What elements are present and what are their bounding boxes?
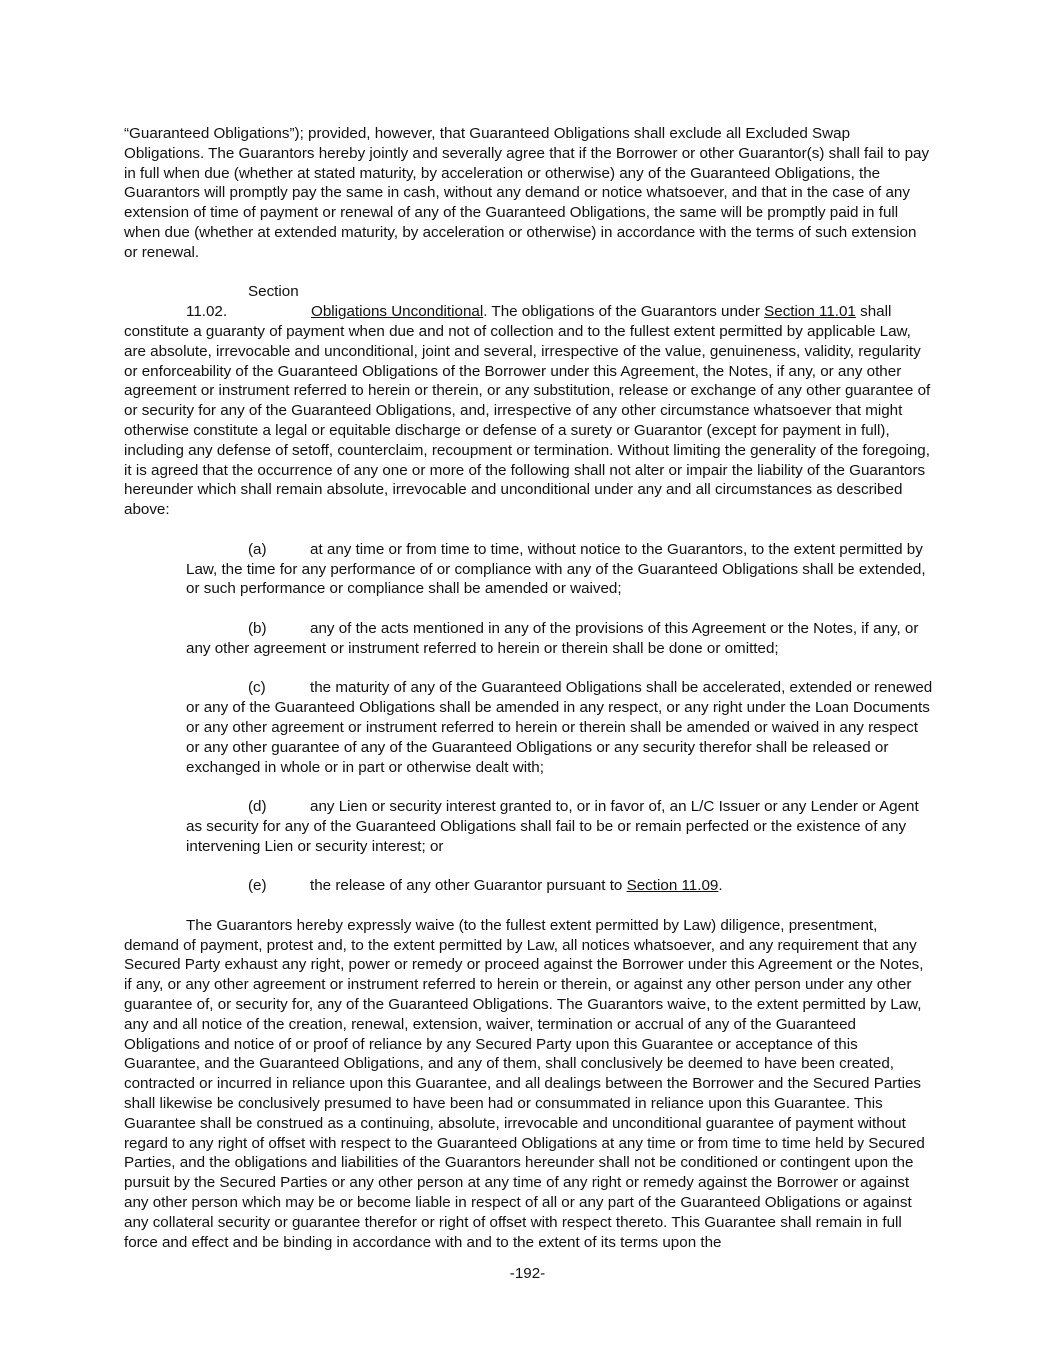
item-text: the release of any other Guarantor pursuant to	[310, 877, 627, 895]
page-number: -192-	[509, 1265, 546, 1282]
item-end: .	[718, 877, 723, 895]
section-title: Obligations Unconditional	[311, 303, 484, 321]
section-text-b: shall constitute a guaranty of payment when due and not of collection and to the fullest extent permitted by applicable Law, are absolute, irrevocable and unconditional, joint and several, irrespective of the value, genuineness, validity, regularity or enforceability of the Guaranteed Obligations of the Borrower under this Agreement, the Notes, if any, or any other agreement or instrument referred to herein or therein, or any substitution, release or exchange of any other guarantee of or security for any of the Guaranteed Obligations, and, irrespective of any other circumstance whatsoever that might otherwise constitute a legal or equitable discharge or defense of a surety or Guarantor (except for payment in full), including any defense of setoff, counterclaim, recoupment or termination. Without limiting the generality of the foregoing, it is agreed that the occurrence of any one or more of the following shall not alter or impair the liability of the Guarantors hereunder which shall remain absolute, irrevocable and unconditional under any and all circumstances as described above:	[124, 303, 931, 519]
item-text: any Lien or security interest granted to, or in favor of, an L/C Issuer or any Lender or Agent as security for any of the Guaranteed Obligations shall fail to be or remain perfected or the existence of any intervening Lien or security interest; or	[186, 798, 919, 855]
item-text: any of the acts mentioned in any of the provisions of this Agreement or the Notes, if any, or any other agreement or instrument referred to herein or therein shall be done or omitted;	[186, 619, 919, 657]
item-label: (d)	[248, 798, 267, 816]
section-ref-11-01[interactable]: Section 11.01	[764, 303, 856, 321]
list-item-d	[186, 797, 934, 856]
item-label: (e)	[248, 877, 267, 895]
list-item-a	[186, 540, 934, 599]
item-text: the maturity of any of the Guaranteed Obligations shall be accelerated, extended or renewed or any of the Guaranteed Obligations shall be amended in any respect, or any right under the Loan Documents or any other agreement or instrument referred to herein or therein shall be amended or waived in any respect or any other guarantee of any of the Guaranteed Obligations or any security therefor shall be released or exchanged in whole or in part or otherwise dealt with;	[186, 679, 933, 776]
item-label: (c)	[248, 679, 266, 697]
document-page	[124, 124, 934, 1272]
section-number: Section 11.02.	[186, 283, 299, 321]
list-item-b	[186, 619, 934, 659]
section-ref-11-09[interactable]: Section 11.09	[626, 877, 719, 895]
item-text: at any time or from time to time, without notice to the Guarantors, to the extent permitted by Law, the time for any performance of or compliance with any of the Guaranteed Obligations shall be extended, or such performance or compliance shall be amended or waived;	[186, 540, 926, 598]
list-item-c	[186, 678, 934, 777]
item-label: (b)	[248, 619, 267, 637]
section-text-a: The obligations of the Guarantors under	[487, 303, 765, 321]
section-11-02-paragraph	[124, 282, 934, 520]
intro-paragraph: “Guaranteed Obligations”); provided, however, that Guaranteed Obligations shall exclude all Excluded Swap Obligations. The Guarantors hereby jointly and severally agree that if the Borrower or other Guarantor(s) shall fail to pay in full when due (whether at stated maturity, by acceleration or otherwise) any of the Guaranteed Obligations, the Guarantors will promptly pay the same in cash, without any demand or notice whatsoever, and that in the case of any extension of time of payment or renewal of any of the Guaranteed Obligations, the same will be promptly paid in full when due (whether at extended maturity, by acceleration or otherwise) in accordance with the terms of such extension or renewal.	[124, 125, 930, 261]
section-title-end: .	[483, 303, 488, 321]
waiver-paragraph: The Guarantors hereby expressly waive (to the fullest extent permitted by Law) diligence, presentment, demand of payment, protest and, to the extent permitted by Law, all notices whatsoever, and any requirement that any Secured Party exhaust any right, power or remedy or proceed against the Borrower under this Agreement or the Notes, if any, or any other agreement or instrument referred to herein or therein, or against any other person under any other guarantee of, or security for, any of the Guaranteed Obligations. The Guarantors waive, to the extent permitted by Law, any and all notice of the creation, renewal, extension, waiver, termination or accrual of any of the Guaranteed Obligations and notice of or proof of reliance by any Secured Party upon this Guarantee or acceptance of this Guarantee, and the Guaranteed Obligations, and any of them, shall conclusively be deemed to have been created, contracted or incurred in reliance upon this Guarantee, and all dealings between the Borrower and the Secured Parties shall likewise be conclusively presumed to have been had or consummated in reliance upon this Guarantee. This Guarantee shall be construed as a continuing, absolute, irrevocable and unconditional guarantee of payment without regard to any right of offset with respect to the Guaranteed Obligations at any time or from time to time held by Secured Parties, and the obligations and liabilities of the Guarantors hereunder shall not be conditioned or contingent upon the pursuit by the Secured Parties or any other person at any time of any right or remedy against the Borrower or against any other person which may be or become liable in respect of all or any part of the Guaranteed Obligations or against any collateral security or guarantee therefor or right of offset with respect thereto. This Guarantee shall remain in full force and effect and be binding in accordance with and to the extent of its terms upon the	[124, 916, 925, 1251]
list-item-e	[186, 876, 934, 896]
item-label: (a)	[248, 540, 267, 558]
